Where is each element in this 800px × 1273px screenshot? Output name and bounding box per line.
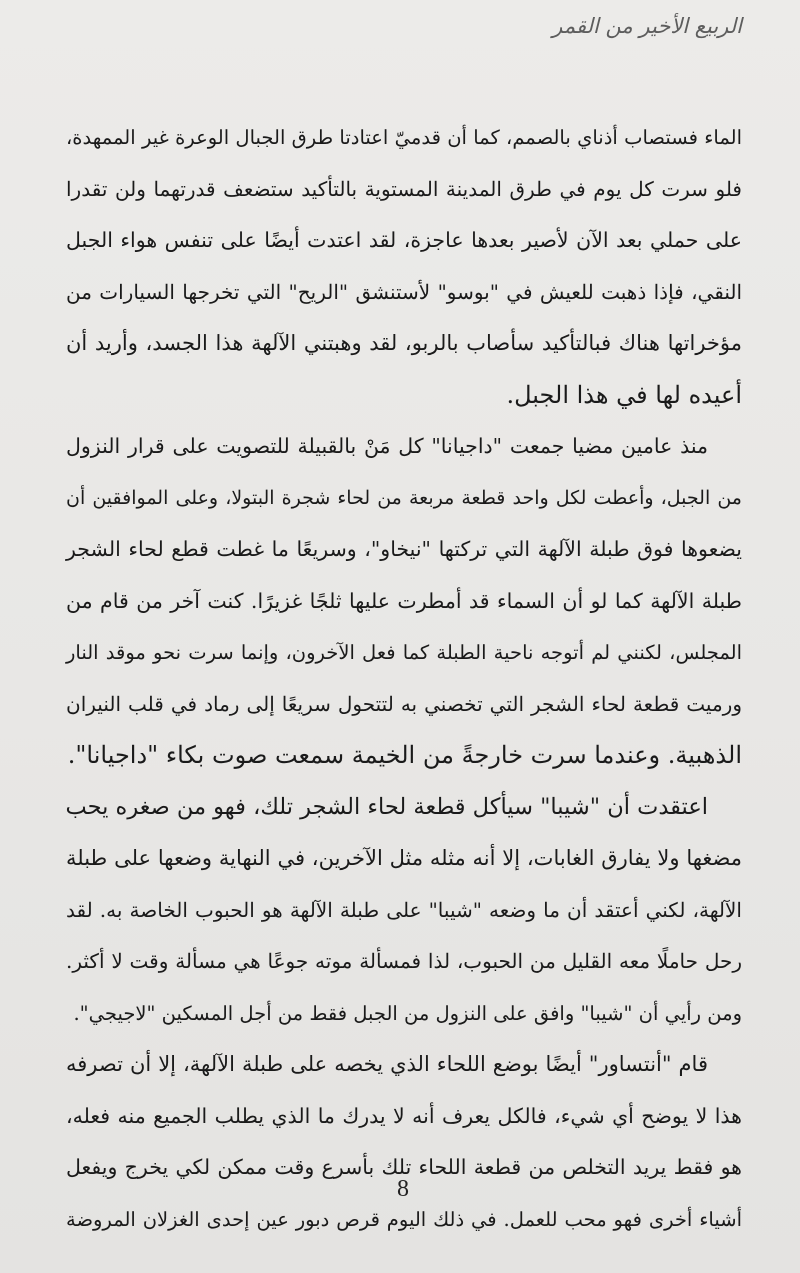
text-line: ورميت قطعة لحاء الشجر التي تخصني به لتتحول سريعًا إلى رماد في قلب النيران (66, 691, 742, 716)
text-line: مؤخراتها هناك فبالتأكيد سأصاب بالربو، لقد وهبتني الآلهة هذا الجسد، وأريد أن (66, 331, 742, 355)
text-line: من الجبل، وأعطت لكل واحد قطعة مربعة من لحاء شجرة البتولا، وعلى الموافقين أن (66, 486, 742, 509)
text-line: النقي، فإذا ذهبت للعيش في "بوسو" لأستنشق "الريح" التي تخرجها السيارات من (66, 279, 743, 304)
text-line: قام "أنتساور" أيضًا بوضع اللحاء الذي يخصه على طبلة الآلهة، إلا أن تصرفه (66, 1052, 708, 1076)
text-line: هذا لا يوضح أي شيء، فالكل يعرف أنه لا يدرك ما الذي يطلب الجميع منه فعله، (66, 1103, 742, 1128)
text-line: الآلهة، لكني أعتقد أن ما وضعه "شيبا" على طبلة الآلهة هو الحبوب الخاصة به. لقد (66, 897, 742, 922)
text-line: أعيده لها في هذا الجبل. (506, 380, 742, 409)
text-line: على حملي بعد الآن لأصير بعدها عاجزة، لقد اعتدت أيضًا على تنفس هواء الجبل (66, 228, 742, 252)
text-line: هو فقط يريد التخلص من قطعة اللحاء تلك بأسرع وقت ممكن لكي يخرج ويفعل (66, 1155, 742, 1179)
text-line: المجلس، لكنني لم أتوجه ناحية الطبلة كما فعل الآخرون، وإنما سرت نحو موقد النار (66, 641, 742, 664)
text-line: فلو سرت كل يوم في طرق المدينة المستوية بالتأكيد ستضعف قدرتهما ولن تقدرا (66, 176, 742, 201)
text-line: مضغها ولا يفارق الغابات، إلا أنه مثله مثل الآخرين، في النهاية وضعها على طبلة (66, 846, 742, 870)
page-number: 8 (397, 1176, 409, 1202)
text-line: أشياء أخرى فهو محب للعمل. في ذلك اليوم قرص دبور عين إحدى الغزلان المروضة (66, 1207, 742, 1231)
body-text (66, 112, 742, 1245)
running-head: الربيع الأخير من القمر (552, 14, 742, 38)
text-line: منذ عامين مضيا جمعت "داجيانا" كل مَنْ بالقبيلة للتصويت على قرار النزول (66, 434, 708, 458)
text-line: ومن رأيي أن "شيبا" وافق على النزول من الجبل فقط من أجل المسكين "لاجيجي". (73, 1001, 742, 1025)
text-line: الماء فستصاب أذناي بالصمم، كما أن قدميّ اعتادتا طرق الجبال الوعرة غير الممهدة، (66, 126, 742, 149)
text-line: اعتقدت أن "شيبا" سيأكل قطعة لحاء الشجر تلك، فهو من صغره يحب (65, 793, 708, 820)
text-line: يضعوها فوق طبلة الآلهة التي تركتها "نيخاو"، وسريعًا ما غطت قطع لحاء الشجر (66, 537, 742, 561)
text-line: طبلة الآلهة كما لو أن السماء قد أمطرت عليها ثلجًا غزيرًا. كنت آخر من قام من (66, 588, 742, 613)
text-line: رحل حاملًا معه القليل من الحبوب، لذا فمسألة موته جوعًا هي مسألة وقت لا أكثر. (66, 949, 743, 973)
text-line: الذهبية. وعندما سرت خارجةً من الخيمة سمعت صوت بكاء "داجيانا". (67, 741, 742, 769)
